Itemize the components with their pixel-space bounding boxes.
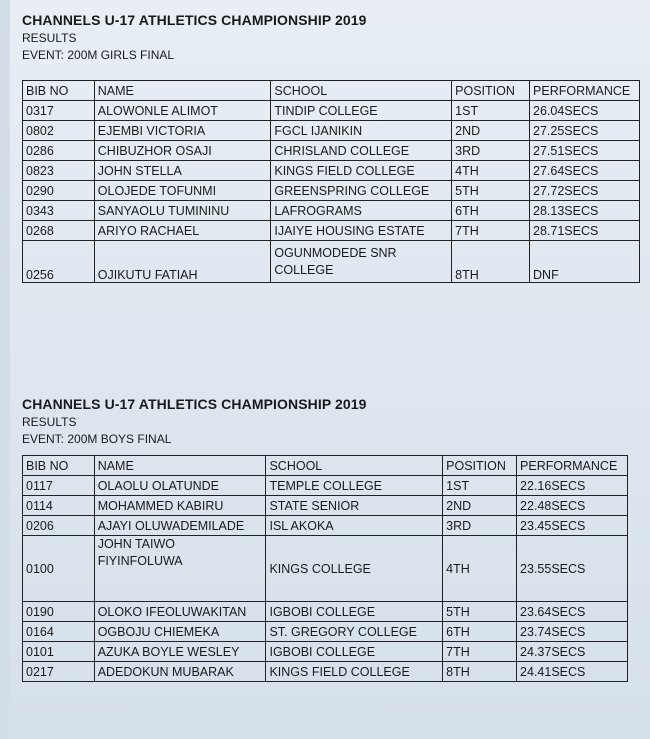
performance-cell: 27.72SECS [530,181,640,201]
position-cell: 6TH [452,201,530,221]
performance-cell: 23.74SECS [517,622,628,642]
performance-cell: DNF [530,241,640,283]
championship-title: CHANNELS U-17 ATHLETICS CHAMPIONSHIP 2019 [22,396,367,412]
performance-cell: 28.13SECS [530,201,640,221]
performance-cell: 22.48SECS [517,496,628,516]
bib-cell: 0802 [23,121,95,141]
bib-cell: 0256 [23,241,95,283]
header-name: NAME [94,81,271,101]
table-row [23,476,628,496]
bib-cell: 0343 [23,201,95,221]
bib-cell: 0217 [23,662,95,682]
bib-cell: 0290 [23,181,95,201]
school-cell: ISL AKOKA [266,516,443,536]
name-cell: OLAOLU OLATUNDE [94,476,266,496]
table-row [23,496,628,516]
header-position: POSITION [443,456,517,476]
name-cell: OLOJEDE TOFUNMI [94,181,271,201]
school-cell: ST. GREGORY COLLEGE [266,622,443,642]
name-cell: OJIKUTU FATIAH [94,241,271,283]
name-cell: MOHAMMED KABIRU [94,496,266,516]
position-cell: 5TH [443,602,517,622]
table-row [23,181,640,201]
table-header-row [23,456,628,476]
performance-cell: 27.25SECS [530,121,640,141]
girls-results-table [22,80,640,283]
school-cell: IGBOBI COLLEGE [266,642,443,662]
header-position: POSITION [452,81,530,101]
table-row [23,642,628,662]
boys-results-table [22,455,628,682]
school-cell: IGBOBI COLLEGE [266,602,443,622]
position-cell: 3RD [443,516,517,536]
school-cell: LAFROGRAMS [271,201,452,221]
position-cell: 1ST [452,101,530,121]
school-cell: OGUNMODEDE SNR COLLEGE [271,241,452,283]
header-bib: BIB NO [23,456,95,476]
school-cell: KINGS FIELD COLLEGE [271,161,452,181]
school-cell: GREENSPRING COLLEGE [271,181,452,201]
header-school: SCHOOL [266,456,443,476]
bib-cell: 0190 [23,602,95,622]
school-cell: KINGS FIELD COLLEGE [266,662,443,682]
table-row [23,141,640,161]
table-row [23,201,640,221]
name-cell: CHIBUZHOR OSAJI [94,141,271,161]
bib-cell: 0114 [23,496,95,516]
bib-cell: 0101 [23,642,95,662]
position-cell: 4TH [443,536,517,602]
bib-cell: 0268 [23,221,95,241]
performance-cell: 23.64SECS [517,602,628,622]
position-cell: 2ND [443,496,517,516]
name-cell: AZUKA BOYLE WESLEY [94,642,266,662]
performance-cell: 22.16SECS [517,476,628,496]
position-cell: 7TH [452,221,530,241]
boys-section-header [22,396,367,446]
header-bib: BIB NO [23,81,95,101]
header-name: NAME [94,456,266,476]
name-cell: ALOWONLE ALIMOT [94,101,271,121]
name-cell: OLOKO IFEOLUWAKITAN [94,602,266,622]
position-cell: 5TH [452,181,530,201]
school-cell: KINGS COLLEGE [266,536,443,602]
table-row [23,121,640,141]
performance-cell: 23.55SECS [517,536,628,602]
table-row [23,622,628,642]
bib-cell: 0286 [23,141,95,161]
position-cell: 1ST [443,476,517,496]
table-row [23,662,628,682]
bib-cell: 0117 [23,476,95,496]
school-cell: TEMPLE COLLEGE [266,476,443,496]
bib-cell: 0164 [23,622,95,642]
position-cell: 6TH [443,622,517,642]
school-cell: CHRISLAND COLLEGE [271,141,452,161]
performance-cell: 27.51SECS [530,141,640,161]
name-cell: EJEMBI VICTORIA [94,121,271,141]
position-cell: 2ND [452,121,530,141]
school-cell: STATE SENIOR [266,496,443,516]
results-label: RESULTS [22,415,77,429]
bib-cell: 0823 [23,161,95,181]
table-row [23,101,640,121]
performance-cell: 26.04SECS [530,101,640,121]
performance-cell: 23.45SECS [517,516,628,536]
header-performance: PERFORMANCE [530,81,640,101]
school-cell: TINDIP COLLEGE [271,101,452,121]
event-label: EVENT: 200M GIRLS FINAL [22,48,175,62]
school-cell: IJAIYE HOUSING ESTATE [271,221,452,241]
name-cell: JOHN TAIWO FIYINFOLUWA [94,536,266,602]
performance-cell: 24.37SECS [517,642,628,662]
event-label: EVENT: 200M BOYS FINAL [22,432,172,446]
position-cell: 7TH [443,642,517,662]
bib-cell: 0100 [23,536,95,602]
girls-section-header [22,12,367,62]
table-row [23,241,640,283]
table-row [23,536,628,602]
name-cell: ARIYO RACHAEL [94,221,271,241]
bib-cell: 0206 [23,516,95,536]
bib-cell: 0317 [23,101,95,121]
table-row [23,602,628,622]
position-cell: 3RD [452,141,530,161]
name-cell: JOHN STELLA [94,161,271,181]
performance-cell: 28.71SECS [530,221,640,241]
table-header-row [23,81,640,101]
position-cell: 8TH [443,662,517,682]
championship-title: CHANNELS U-17 ATHLETICS CHAMPIONSHIP 2019 [22,12,367,28]
school-cell: FGCL IJANIKIN [271,121,452,141]
results-label: RESULTS [22,31,77,45]
name-cell: ADEDOKUN MUBARAK [94,662,266,682]
table-row [23,161,640,181]
name-cell: AJAYI OLUWADEMILADE [94,516,266,536]
position-cell: 8TH [452,241,530,283]
header-performance: PERFORMANCE [517,456,628,476]
name-cell: OGBOJU CHIEMEKA [94,622,266,642]
performance-cell: 27.64SECS [530,161,640,181]
position-cell: 4TH [452,161,530,181]
table-row [23,221,640,241]
name-cell: SANYAOLU TUMININU [94,201,271,221]
performance-cell: 24.41SECS [517,662,628,682]
table-row [23,516,628,536]
header-school: SCHOOL [271,81,452,101]
